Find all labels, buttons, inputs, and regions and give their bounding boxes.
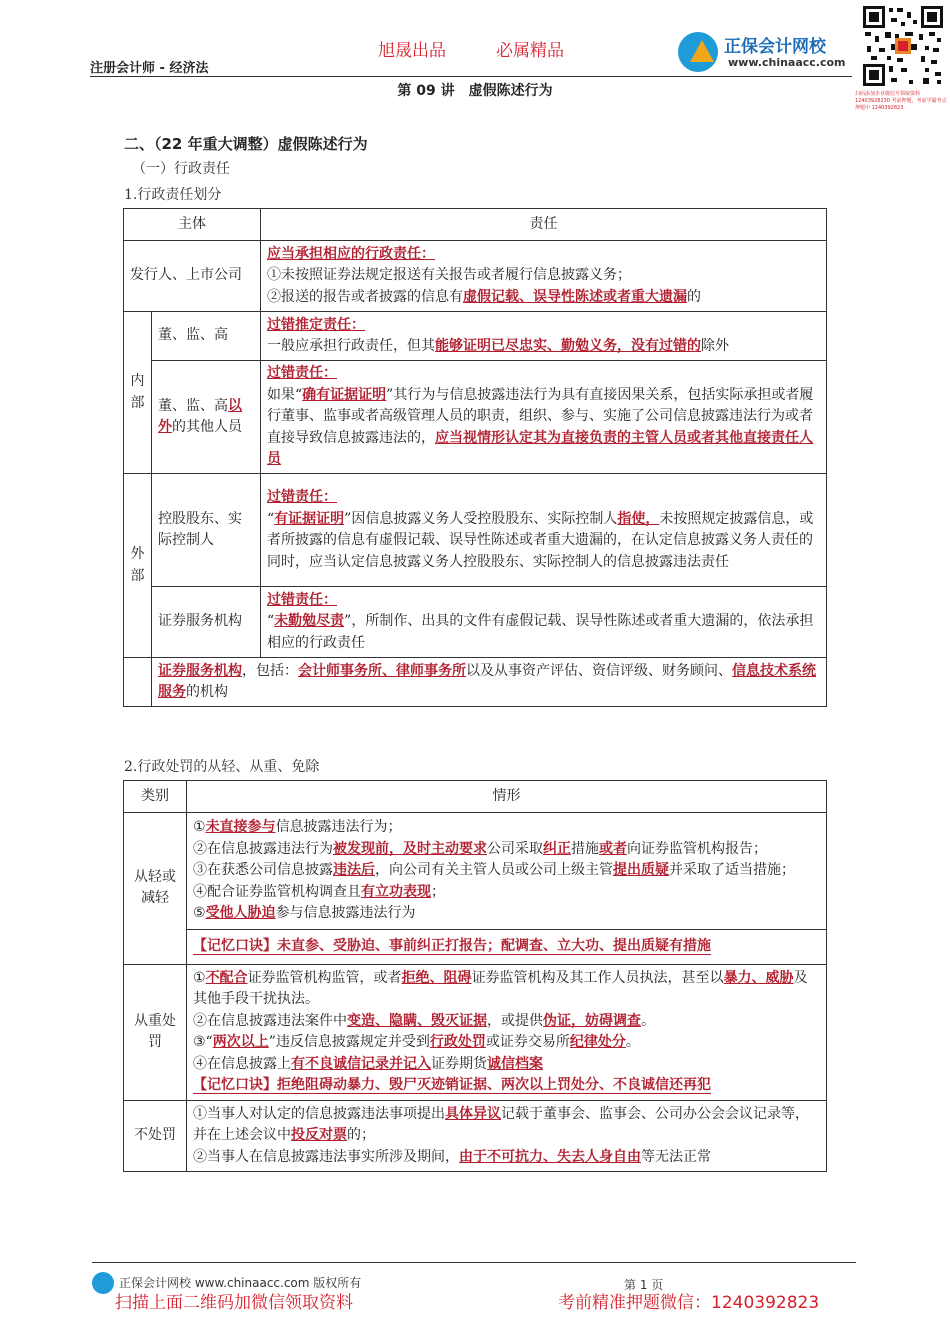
- case-text: ②在信息披露违法行为: [193, 840, 333, 857]
- case-text: 及其他手段干扰执法。: [193, 969, 808, 1007]
- table-row: [124, 964, 827, 1100]
- col-header-duty: 责任: [261, 209, 827, 241]
- subject-cell: 发行人、上市公司: [124, 241, 261, 312]
- case-highlight: 拒绝、阻碍: [401, 969, 472, 986]
- brand-url: www.chinaacc.com: [728, 56, 846, 69]
- promo-right[interactable]: 考前精准押题微信：1240392823: [558, 1293, 820, 1313]
- case-text: ，向公司有关主管人员或公司上级主管: [375, 862, 613, 878]
- col-header-type: 类别: [124, 781, 187, 813]
- duty-text: 如果“: [267, 386, 303, 403]
- case-text: 的；: [347, 1127, 375, 1143]
- subject-cell: [152, 361, 261, 474]
- table-row: [124, 241, 827, 312]
- duty-title: 过错责任：: [267, 489, 337, 505]
- case-highlight: 变造、隐瞒、毁灭证据: [347, 1012, 487, 1029]
- note-cell: [152, 658, 827, 707]
- case-text: 公司采取: [487, 840, 543, 857]
- subject-text: 的其他人员: [172, 419, 242, 435]
- col-header-subject: 主体: [124, 209, 261, 241]
- duty-highlight: 能够证明已尽忠实、勤勉义务，没有过错的: [435, 338, 701, 354]
- duty-text: ②报送的报告或者披露的信息有: [267, 288, 463, 305]
- duty-highlight: 确有证据证明: [302, 386, 387, 403]
- table-header-row: [124, 781, 827, 813]
- type-heavier: 从重处罚: [124, 964, 187, 1100]
- case-highlight: 未直接参与: [205, 819, 276, 835]
- case-highlight: 诚信档案: [487, 1055, 543, 1072]
- subject-cell: 证券服务机构: [152, 587, 261, 658]
- header-divider: [90, 76, 852, 77]
- page-number: 第 1 页: [624, 1278, 664, 1292]
- table1-caption: 1.行政责任划分: [124, 187, 222, 203]
- case-text: 证券期货: [431, 1055, 487, 1072]
- case-highlight: 行政处罚: [429, 1034, 486, 1050]
- case-text: 或证券交易所: [485, 1034, 570, 1050]
- table-row: [124, 587, 827, 658]
- table-row: [124, 361, 827, 474]
- case-text: 参与信息披露违法行为: [275, 905, 416, 921]
- duty-title: 过错责任：: [267, 591, 337, 608]
- case-highlight: 不配合: [205, 969, 248, 986]
- subject-cell: 控股股东、实际控制人: [152, 474, 261, 587]
- lecture-title: 第 09 讲 虚假陈述行为: [397, 83, 553, 99]
- section-title: 二、（22 年重大调整）虚假陈述行为: [124, 135, 368, 153]
- case-text: ②在信息披露违法案件中: [193, 1012, 347, 1029]
- note-highlight: 会计师事务所、律师事务所: [298, 662, 466, 679]
- qr-note: 扫码添加企业微信号领取资料 12403928230 考前押题，考前学霸考点押题中 1240392823: [855, 91, 947, 111]
- duty-cell: [261, 312, 827, 361]
- footer-copyright: 正保会计网校 www.chinaacc.com 版权所有: [119, 1276, 362, 1290]
- table2-caption: 2.行政处罚的从轻、从重、免除: [124, 759, 320, 775]
- case-highlight: 受他人胁迫: [205, 905, 276, 921]
- duty-text: ”其行为与信息披露违法行为具有直接因果关系，包括实际承担或者履行董事、监事或者高级管理人员的职责，组织、参与、实施了公司信息披露违法行为或者直接导致信息披露违法的，: [267, 386, 814, 446]
- type-exempt: 不处罚: [124, 1100, 187, 1172]
- logo-triangle-icon: [690, 40, 714, 62]
- table-row: [124, 813, 827, 930]
- duty-cell: [261, 587, 827, 658]
- promo-left[interactable]: 扫描上面二维码加微信领取资料: [115, 1293, 353, 1313]
- subject-text: 董、监、高: [158, 397, 228, 414]
- duty-title: 过错推定责任：: [267, 316, 365, 333]
- table-row: [124, 658, 827, 707]
- duty-text: 除外: [701, 338, 729, 354]
- duty-text: 的: [687, 288, 701, 305]
- slogan-2: 必属精品: [496, 41, 564, 61]
- table-header-row: [124, 209, 827, 241]
- duty-text: ”，所制作、出具的文件有虚假记载、误导性陈述或者重大遗漏的，依法承担相应的行政责任: [267, 613, 814, 651]
- case-highlight: 被发现前，及时主动要求: [333, 840, 487, 857]
- case-highlight: 暴力、威胁: [723, 969, 794, 986]
- responsibility-table: [123, 208, 827, 707]
- case-text: 并采取了适当措施；: [669, 862, 795, 878]
- case-text: ④配合证券监管机构调查且: [193, 883, 361, 900]
- duty-cell: [261, 241, 827, 312]
- table-row: [124, 929, 827, 964]
- duty-title: 应当承担相应的行政责任：: [267, 245, 435, 262]
- case-highlight: 投反对票: [291, 1127, 347, 1143]
- brand-name: 正保会计网校: [724, 37, 826, 57]
- case-highlight: 纪律处分: [569, 1034, 626, 1050]
- case-text: ①: [193, 969, 206, 986]
- case-text: ①当事人对认定的信息披露违法事项提出: [193, 1105, 445, 1122]
- brand-logo[interactable]: [678, 30, 858, 76]
- case-highlight: 具体异议: [445, 1105, 501, 1122]
- case-cell: [187, 813, 827, 930]
- duty-text: 一般应承担行政责任，但其: [267, 338, 435, 354]
- case-text: ⑤: [193, 905, 206, 921]
- external-label: 外部: [124, 474, 152, 658]
- subsection-title: （一）行政责任: [132, 161, 230, 177]
- table-row: [124, 474, 827, 587]
- case-text: 记载于董事会、监事会、公司办公会会议记录等，并在上述会议中: [193, 1105, 809, 1143]
- internal-label: 内部: [124, 312, 152, 474]
- footer-logo-icon: [92, 1272, 114, 1294]
- footer-divider: [92, 1262, 856, 1263]
- note-text: ，包括：: [242, 662, 298, 679]
- duty-title: 过错责任：: [267, 365, 337, 382]
- empty-cell: [124, 658, 152, 707]
- note-text: 的机构: [186, 684, 228, 700]
- subject-cell: 董、监、高: [152, 312, 261, 361]
- case-text: ②当事人在信息披露违法事实所涉及期间，: [193, 1148, 459, 1165]
- case-highlight: 有立功表现: [361, 883, 431, 900]
- case-text: ③在获悉公司信息披露: [193, 862, 333, 878]
- case-text: 。: [641, 1012, 655, 1029]
- case-highlight: 由于不可抗力、失去人身自由: [459, 1148, 641, 1165]
- duty-highlight: 有证据证明: [274, 510, 345, 527]
- subject-highlight: 以外: [158, 397, 242, 435]
- case-text: 信息披露违法行为；: [275, 819, 402, 835]
- duty-line: ①未按照证券法规定报送有关报告或者履行信息披露义务；: [267, 267, 631, 284]
- case-text: ；: [431, 883, 445, 900]
- case-text: 证券监管机构及其工作人员执法，甚至以: [471, 969, 724, 986]
- case-highlight: 伪证，妨碍调查: [543, 1012, 641, 1029]
- duty-highlight: 未勤勉尽责: [274, 613, 345, 630]
- mnemonic-text: 【记忆口诀】拒绝阻碍动暴力、毁尸灭迹销证据、两次以上罚处分、不良诚信还再犯: [193, 1077, 711, 1093]
- case-text: ，或提供: [487, 1012, 543, 1029]
- case-highlight: 违法后: [333, 862, 375, 878]
- note-highlight: 证券服务机构: [158, 662, 242, 679]
- qr-code-icon: [861, 4, 945, 88]
- duty-text: “: [267, 613, 275, 630]
- case-highlight: 提出质疑: [613, 862, 669, 878]
- case-text: ④在信息披露上: [193, 1055, 291, 1072]
- penalty-table: [123, 780, 827, 1172]
- duty-highlight: 应当视情形认定其为直接负责的主管人员或者其他直接责任人员: [267, 429, 813, 468]
- note-text: 以及从事资产评估、资信评级、财务顾问、: [466, 662, 732, 679]
- mnemonic-text: 【记忆口诀】未直参、受胁迫、事前纠正打报告；配调查、立大功、提出质疑有措施: [193, 937, 711, 954]
- mnemonic-cell: [187, 929, 827, 964]
- duty-cell: [261, 474, 827, 587]
- course-name: 注册会计师 - 经济法: [90, 61, 209, 76]
- case-text: 证券监管机构监管，或者: [247, 969, 402, 986]
- case-text: 措施: [571, 840, 599, 857]
- duty-text: “: [267, 510, 275, 527]
- case-text: 向证券监管机构报告；: [627, 840, 767, 857]
- note-highlight: 信息技术系统服务: [158, 662, 816, 700]
- duty-text: 未按照规定披露信息，或者所披露的信息有虚假记载、误导性陈述或者重大遗漏的，在认定信息披露义务人责任的同时，应当认定信息披露义务人控股股东、实际控制人的信息披露违法责任: [267, 510, 814, 570]
- duty-highlight: 虚假记载、误导性陈述或者重大遗漏: [463, 288, 687, 305]
- case-highlight: 纠正: [543, 840, 571, 857]
- case-cell: [187, 964, 827, 1100]
- table-row: [124, 1100, 827, 1172]
- duty-cell: [261, 361, 827, 474]
- table-row: [124, 312, 827, 361]
- case-text: ”违反信息披露规定并受到: [268, 1034, 430, 1050]
- case-text: 。: [625, 1034, 640, 1050]
- case-text: ①: [193, 819, 206, 835]
- case-highlight: 两次以上: [212, 1034, 269, 1050]
- case-text: ③“: [193, 1034, 213, 1050]
- duty-text: ”因信息披露义务人受控股股东、实际控制人: [344, 510, 618, 527]
- case-text: 等无法正常: [641, 1148, 711, 1165]
- case-cell: [187, 1100, 827, 1172]
- type-lighter: 从轻或减轻: [124, 813, 187, 965]
- case-highlight: 或者: [599, 840, 627, 857]
- duty-highlight: 指使，: [617, 510, 660, 527]
- col-header-case: 情形: [187, 781, 827, 813]
- case-highlight: 有不良诚信记录并记入: [291, 1055, 431, 1072]
- slogan-1: 旭晟出品: [378, 41, 446, 61]
